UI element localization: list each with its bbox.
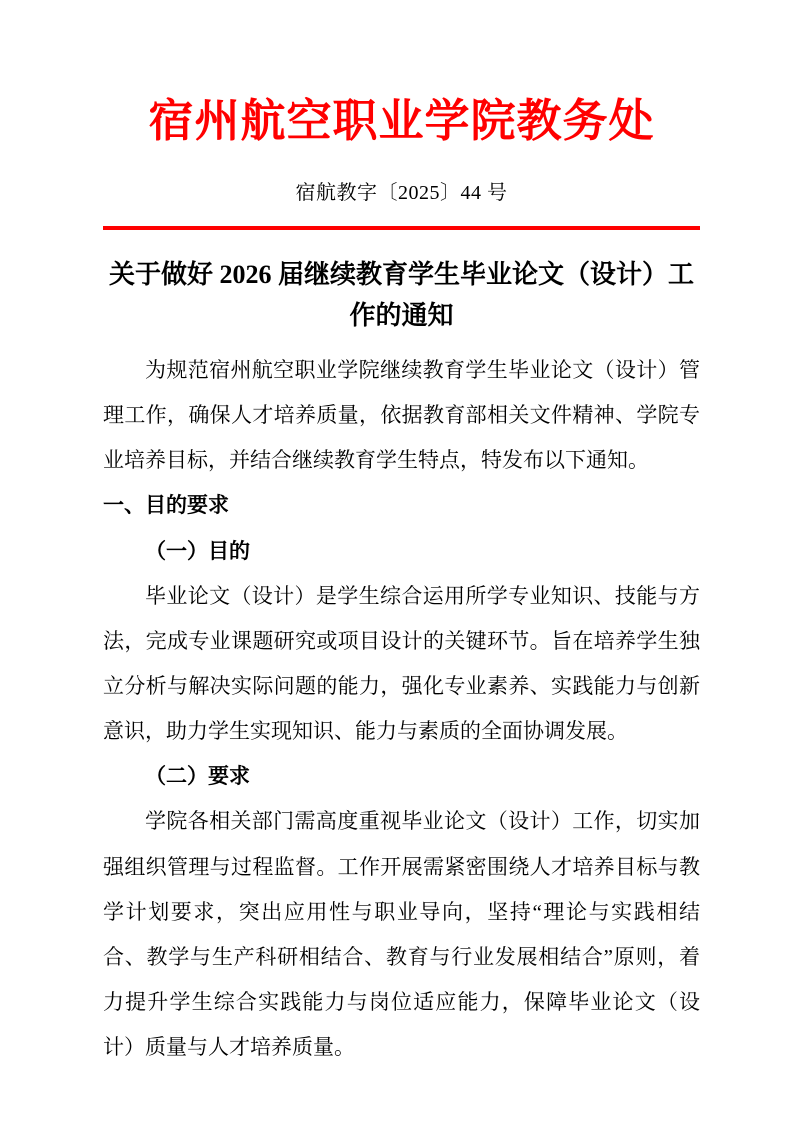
subsection-heading: （一）目的	[145, 538, 250, 563]
body-paragraph: 毕业论文（设计）是学生综合运用所学专业知识、技能与方法，完成专业课题研究或项目设计的关键环节。旨在培养学生独立分析与解决实际问题的能力，强化专业素养、实践能力与创新意识，助力学生实现知识、能力与素质的全面协调发展。	[103, 583, 700, 744]
subsection-heading: （二）要求	[145, 764, 250, 789]
body-paragraph: 为规范宿州航空职业学院继续教育学生毕业论文（设计）管理工作，确保人才培养质量，依据教育部相关文件精神、学院专业培养目标，并结合继续教育学生特点，特发布以下通知。	[103, 357, 700, 473]
notice-body	[103, 348, 700, 1070]
document-number: 宿航教字〔2025〕44 号	[295, 182, 508, 205]
red-divider-line	[103, 226, 700, 230]
body-paragraph: 学院各相关部门需高度重视毕业论文（设计）工作，切实加强组织管理与过程监督。工作开展需紧密围绕人才培养目标与教学计划要求，突出应用性与职业导向，坚持“理论与实践相结合、教学与生产科研相结合、教育与行业发展相结合”原则，着力提升学生综合实践能力与岗位适应能力，保障毕业论文（设计）质量与人才培养质量。	[103, 809, 700, 1060]
notice-title: 关于做好 2026 届继续教育学生毕业论文（设计）工作的通知	[108, 260, 694, 330]
letterhead-title: 宿州航空职业学院教务处	[148, 96, 655, 146]
section-heading: 一、目的要求	[103, 493, 229, 518]
